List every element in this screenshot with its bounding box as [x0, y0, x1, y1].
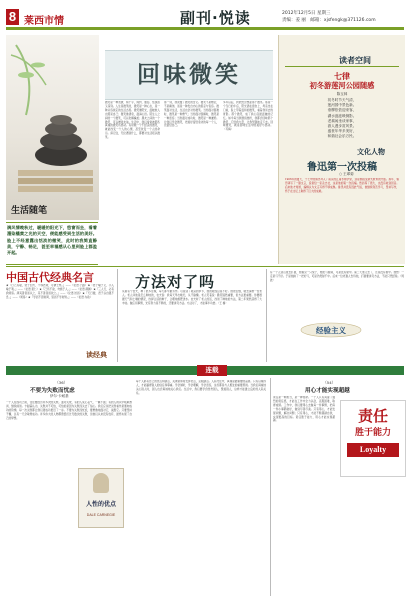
book-cover-2-band — [347, 443, 399, 457]
quotes-body: ★『行己有耻，使于四方，不辱君命，可谓士矣。』——《论语·子路》★『君子喻于义，小人喻于利。』——《论语·里仁》★『己所不欲，勿施于人。』——《论语·颜渊》★『三人行，必有我师焉。择其善者而从之，其不善者而改之。』——《论语·述而》★『天行健，君子以自强不息。』——《周易》★『学而不思则罔，思而不学则殆。』——《论语·为政》 — [6, 284, 114, 299]
poem-line: 垂柳依依迎来客， — [327, 108, 357, 113]
lower-col-divider-1 — [117, 269, 118, 362]
poem-line: 老翁闲坐谈家事， — [327, 118, 357, 123]
left-chapter-number: （36） — [55, 380, 68, 385]
header-accent-bar — [6, 27, 404, 30]
right-chapter-number: （54） — [323, 380, 336, 385]
poem-line: 湖水涟涟映倒影。 — [327, 113, 357, 118]
article1-title: 七律 — [334, 71, 350, 81]
sidebar-heading: 读者空间 — [339, 56, 371, 65]
section-title: 副刊·悦读 — [180, 9, 251, 27]
quotes-title: 中国古代经典名言 — [6, 271, 94, 284]
right-chapter-body: 责任是一种担当，是一种使命。一个人只有具备了强烈的责任感，才能在工作中全力以赴，克服困难，取得成绩。工作中，我们要用心去做每一件事情，把每一件小事都做好，做到尽善尽美。只有用心，才能发现问题，解决问题；只有用心，才能不断超越自我，实现更高的目标。责任胜于能力，用心才能实现超越。 — [273, 396, 335, 423]
page-number-box — [6, 9, 19, 25]
pull-quote-box — [6, 222, 98, 265]
left-chapter-title: 不要为失败而忧虑 — [30, 388, 75, 394]
photo-illustration — [6, 35, 99, 220]
left-chapter-body: 一个人在成功之前，往往要经历许多次的失败。面对失败，有的人灰心丧气，一蹶不振；有的人则从中吸取教训，继续前进。卡耐基认为，失败并不可怕，可怕的是因为失败而失去了信心。我们应该把失败看作是通向成功的阶梯，每一次失败都让我们离成功更近了一步。不要为失败而忧虑，要勇敢地面对它，战胜它。只要坚持不懈，总有一天会取得成功。许多伟大的人物都曾经历过无数次的失败，但他们从来没有放弃，最终实现了自己的梦想。 — [6, 401, 132, 420]
page-number: 8 — [8, 9, 17, 24]
lower-divider — [6, 266, 404, 267]
main-article-col3: 多年以后，我依然会想起那个微笑。那是一个冬日的午后，阳光洒在窗台上，母亲坐在门前，脸上带着温和的微笑，看着我远去的背影。那个微笑，成了我心底最温暖的记忆。如今每当我遇到挫折，我都会回味那个微笑，它给我力量，让我坚强地走下去。回味微笑，就是回味生活中的美好与感动。（苏梅） — [223, 101, 273, 132]
book-cover-2-english: Loyalty — [359, 445, 387, 454]
book-cover-1-portrait — [93, 473, 109, 493]
left-chapter-author: 伊尔·卡耐基 — [50, 394, 69, 398]
experience-label-box — [300, 322, 362, 338]
book-cover-1 — [78, 468, 124, 528]
paper-name: 莱西市情 — [24, 16, 64, 27]
reading-label: 读经典 — [86, 351, 107, 359]
serial-band-label-box — [197, 365, 227, 376]
sidebar-heading-rule — [285, 66, 399, 67]
article1-author: 陈玉林 — [336, 92, 348, 96]
book-cover-2-subtitle: 胜于能力 — [354, 428, 391, 438]
poem — [309, 98, 375, 140]
article2-title: 鲁迅第一次投稿 — [307, 162, 377, 173]
date-line: 2012年12月5日 星期三 — [282, 11, 331, 16]
poem-line: 莲河园中景色新。 — [327, 103, 357, 108]
method-title: 方法对了吗 — [135, 273, 216, 291]
experience-body: 有一个人到山里去打猎，他看见一只兔子，便拉弓射箭，可是没有射中。第二天他又去了，还是没有射中。他想：一定是弓不好。于是他换了一把好弓，可是仍然射不中。后来一位老猎人告诉他，打猎要讲究方法，不能只凭经验。（周 波） — [270, 271, 404, 282]
main-title-banner — [105, 50, 273, 100]
article2-heading: 文化人物 — [357, 148, 385, 156]
serial-band-label: 连载 — [205, 366, 219, 374]
book-cover-1-author: DALE CARNEGIE — [86, 513, 116, 517]
article2-body: 1906年的夏天，十七岁的鲁迅考入了南京的江南水师学堂，这是他接受新式教育的开始。那年，鲁迅译写了一篇文章，投寄给一家杂志社，这是他的第一次投稿。然而等了很久，也没有收到回音。后来他才知道，编辑认为文章写得不够成熟。鲁迅并没有因此气馁，他继续刻苦学习，坚持写作，终于在文坛上取得了巨大的成就。 — [285, 178, 399, 193]
main-article-col1: 微笑是一种表情，两个字，简约、通俗、恬淡而又深刻。人生是微笑的，微笑是一种心态，是一种从容淡定的生活态度。微笑像阳光，温暖他人也照亮自己；微笑像清泉，滋润心田。陌生人之间的一个微笑，可以化解尴尬；朋友之间的一个微笑，可以增进友谊。生活中，我们常常被那些真诚的微笑所感动。有时候一个不经意的微笑，就能改变一个人的心情，甚至改变一个人的命运。请记住，无论遇到什么，都要对生活报以微笑。 — [105, 101, 160, 140]
book-cover-2 — [340, 400, 406, 477]
book-cover-2-title: 责任 — [357, 407, 388, 425]
book-cover-1-title: 人性的优点 — [85, 501, 116, 508]
poem-line: 和谐社会乐万民。 — [327, 134, 357, 139]
serial-band — [6, 366, 404, 375]
bottom-col-divider — [270, 378, 271, 596]
editor-line: 责编：姜 丽 邮箱：xjsfengk@371126.com — [282, 18, 376, 23]
main-article-col2: 那一刻，我读懂了微笑的含义。微笑不是敷衍，不是掩饰，而是一种发自内心的善意与包容。微笑面对生活，生活也会对你微笑。当你面对困难时，微笑是一种勇气；当你面对误解时，微笑是一种宽容；当你面对成功时，微笑是一种谦逊。让我们学会微笑，把美好留给身边的每一个人，也留给自己。 — [164, 101, 219, 128]
poem-line: 盛世年华多美好， — [327, 129, 357, 134]
right-chapter-title: 用心才能实现超越 — [305, 388, 350, 394]
main-photo — [6, 35, 99, 220]
method-body: 从前有个农夫，种了很多庄稼，每天都辛勤劳作。可是到了收获的季节，他的收成总是不好。他很苦恼，就去请教一位老人。老人问他是怎么种地的，农夫说：我每天早出晚归，从不偷懒。老人笑着说：勤劳固然重要，但方法更重要。你要根据天气和土壤的情况，选择合适的种子，合理地施肥浇水。农夫听了老人的话，改进了种地的方法，第二年果然获得了大丰收。做任何事情，光有努力是不够的，还要讲究方法。方法对了，才能事半功倍。（王 楠） — [122, 290, 262, 305]
experience-label: 经验主义 — [316, 326, 346, 335]
poem-line: 游人漫步赏风景。 — [327, 124, 357, 129]
article2-author: ○ 王翠菊 — [339, 172, 354, 176]
page-header — [0, 0, 409, 30]
article1-subtitle: 初冬游莲河公园随感 — [309, 81, 375, 90]
middle-column-body: 每个人都有自己的优点和缺点，关键是如何发挥优点，克服缺点。人际交往中，真诚是最重要的品质。只有以诚待人，才能赢得别人的信任和尊重。学会倾听，学会理解，学会宽容，这些都是与人相处的重要原则。当我们真诚地关心别人时，别人也会真诚地关心我们。生活中，我们要学会欣赏别人，赞美别人，这样才能建立良好的人际关系。 — [136, 380, 266, 395]
photo-caption-title: 生活随笔 — [11, 206, 48, 216]
main-article-title: 回味微笑 — [137, 62, 241, 88]
lower-col-divider-2 — [266, 269, 267, 362]
sidebar — [278, 35, 405, 264]
poem-line: 初冬时节天气清， — [327, 98, 357, 102]
pull-quote: 满风情晚秋过，暖暖的阳光下，悠窗而坐，看着漫染橘黄之光的天空，便能感受到生活的美好。脸上不经意露出恬淡的微笑，此时的我简直静美，宁静、畅足，甚至幸福感从心里到脸上都盈开起。 — [7, 225, 97, 256]
